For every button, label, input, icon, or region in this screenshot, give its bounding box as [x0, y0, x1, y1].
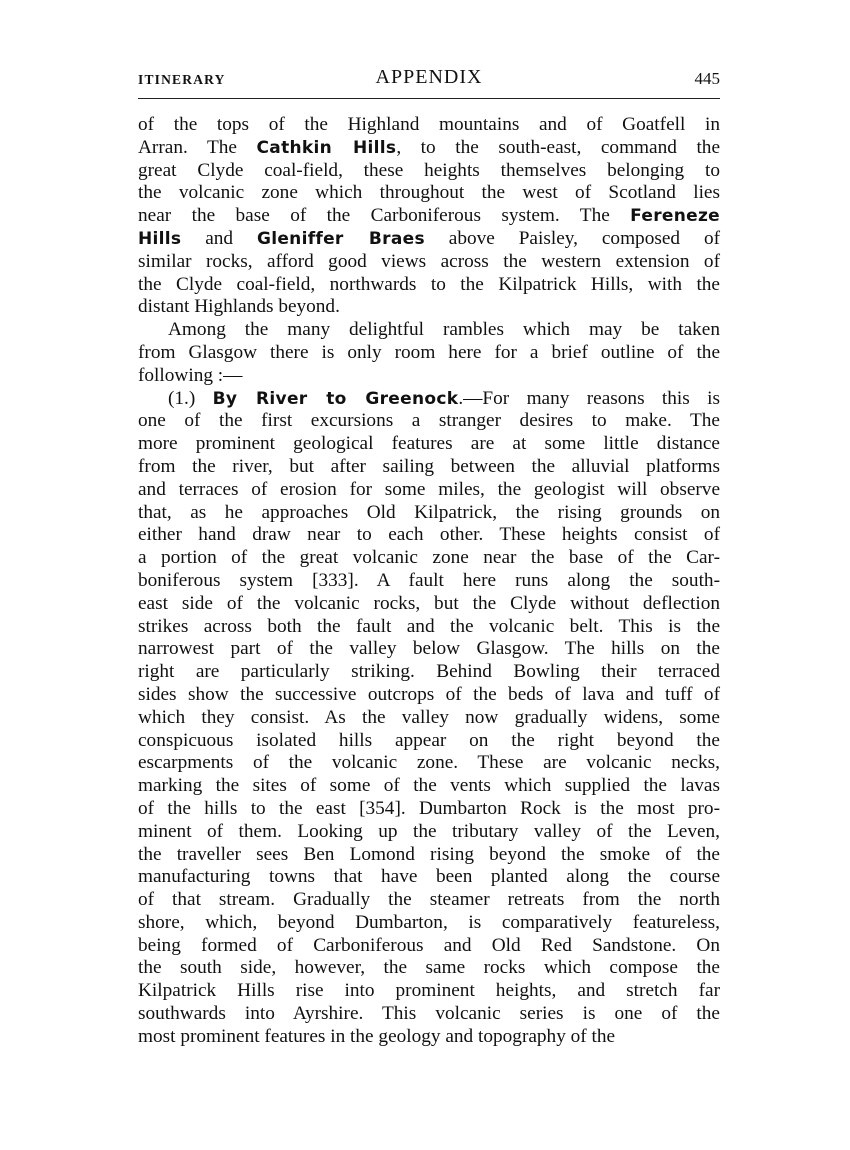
text-run: being formed of Carboniferous and Old Red Sandstone. On [138, 934, 720, 956]
text-line [138, 866, 720, 889]
text-line [138, 182, 720, 205]
text-run: of the hills to the east [354]. Dumbarton Rock is the most pro- [138, 797, 720, 819]
text-line [138, 502, 720, 525]
text-line [138, 524, 720, 547]
text-line [138, 821, 720, 844]
text-line [138, 957, 720, 980]
text-line [138, 980, 720, 1003]
text-run: right are particularly striking. Behind Bowling their terraced [138, 661, 720, 683]
header-rule [138, 98, 720, 99]
text-run: narrowest part of the valley below Glasgow. The hills on the [138, 638, 720, 660]
page-title: APPENDIX [375, 66, 483, 88]
place-name: By River to Greenock [212, 388, 459, 409]
text-run: minent of them. Looking up the tributary valley of the Leven, [138, 820, 720, 842]
text-run: similar rocks, afford good views across the western extension of [138, 250, 720, 272]
text-run: and [181, 227, 257, 249]
text-run: the south side, however, the same rocks which compose the [138, 957, 720, 979]
text-line [138, 889, 720, 912]
text-run: the Clyde coal-field, northwards to the Kilpatrick Hills, with the [138, 273, 720, 295]
text-line [138, 410, 720, 433]
text-line [138, 844, 720, 867]
text-run: southwards into Ayrshire. This volcanic series is one of the [138, 1003, 720, 1025]
text-line [138, 160, 720, 183]
text-run: sides show the successive outcrops of the beds of lava and tuff of [138, 683, 720, 705]
text-line [138, 616, 720, 639]
text-run: which they consist. As the valley now gradually widens, some [138, 706, 720, 728]
text-line [138, 342, 720, 365]
body-text [138, 114, 720, 1049]
text-run: (1.) [168, 387, 213, 409]
text-run: strikes across both the fault and the volcanic belt. This is the [138, 615, 720, 637]
text-line [138, 456, 720, 479]
text-line [138, 433, 720, 456]
text-run: following :— [138, 364, 243, 386]
text-run: from the river, but after sailing between the alluvial platforms [138, 455, 720, 477]
text-line [138, 319, 720, 342]
text-line [138, 775, 720, 798]
text-run: , to the south-east, command the [396, 136, 720, 158]
text-run: above Paisley, composed of [424, 227, 721, 249]
text-line [138, 912, 720, 935]
text-run: .—For many reasons this is [458, 387, 720, 409]
text-line [138, 274, 720, 297]
section-title: ITINERARY [138, 72, 226, 87]
text-run: that, as he approaches Old Kilpatrick, the rising grounds on [138, 501, 720, 523]
text-line [138, 365, 720, 388]
text-line [138, 251, 720, 274]
text-line [138, 798, 720, 821]
text-run: east side of the volcanic rocks, but the Clyde without deflection [138, 592, 720, 614]
text-run: distant Highlands beyond. [138, 296, 340, 318]
text-run: and terraces of erosion for some miles, the geologist will observe [138, 478, 720, 500]
place-name: Cathkin Hills [256, 137, 397, 158]
text-line [138, 730, 720, 753]
text-line [138, 661, 720, 684]
place-name: Gleniffer Braes [256, 228, 425, 249]
text-run: marking the sites of some of the vents which supplied the lavas [138, 775, 720, 797]
text-run: Kilpatrick Hills rise into prominent heights, and stretch far [138, 980, 720, 1002]
text-run: great Clyde coal-field, these heights themselves belonging to [138, 159, 720, 181]
text-line [138, 684, 720, 707]
text-run: near the base of the Carboniferous system. The [138, 205, 631, 227]
text-run: the traveller sees Ben Lomond rising beyond the smoke of the [138, 843, 720, 865]
text-run: shore, which, beyond Dumbarton, is comparatively featureless, [138, 911, 720, 933]
text-run: one of the first excursions a stranger desires to make. The [138, 410, 720, 432]
text-run: Arran. The [138, 136, 257, 158]
text-run: from Glasgow there is only room here for a brief outline of the [138, 341, 720, 363]
place-name: Hills [138, 228, 182, 249]
text-line [138, 752, 720, 775]
text-run: boniferous system [333]. A fault here runs along the south- [138, 569, 720, 591]
text-line [138, 228, 720, 251]
text-run: manufacturing towns that have been planted along the course [138, 866, 720, 888]
text-run: escarpments of the volcanic zone. These are volcanic necks, [138, 752, 720, 774]
text-run: of that stream. Gradually the steamer retreats from the north [138, 889, 720, 911]
page-number: 445 [694, 69, 720, 88]
text-run: conspicuous isolated hills appear on the right beyond the [138, 729, 720, 751]
text-line [138, 114, 720, 137]
text-line [138, 1026, 720, 1049]
text-line [138, 1003, 720, 1026]
text-run: Among the many delightful rambles which may be taken [168, 319, 720, 341]
text-line [138, 205, 720, 228]
text-line [138, 137, 720, 160]
text-line [138, 296, 720, 319]
text-line [138, 570, 720, 593]
place-name: Fereneze [630, 206, 720, 227]
text-line [138, 593, 720, 616]
text-run: more prominent geological features are at some little distance [138, 433, 720, 455]
text-line [138, 547, 720, 570]
running-header [138, 66, 720, 94]
text-run: of the tops of the Highland mountains and of Goatfell in [138, 114, 720, 135]
text-run: the volcanic zone which throughout the west of Scotland lies [138, 182, 720, 204]
text-line [138, 707, 720, 730]
text-line [138, 388, 720, 411]
text-line [138, 479, 720, 502]
text-line [138, 638, 720, 661]
text-line [138, 935, 720, 958]
text-run: either hand draw near to each other. These heights consist of [138, 524, 720, 546]
text-run: a portion of the great volcanic zone near the base of the Car- [138, 547, 720, 569]
text-run: most prominent features in the geology and topography of the [138, 1025, 616, 1047]
